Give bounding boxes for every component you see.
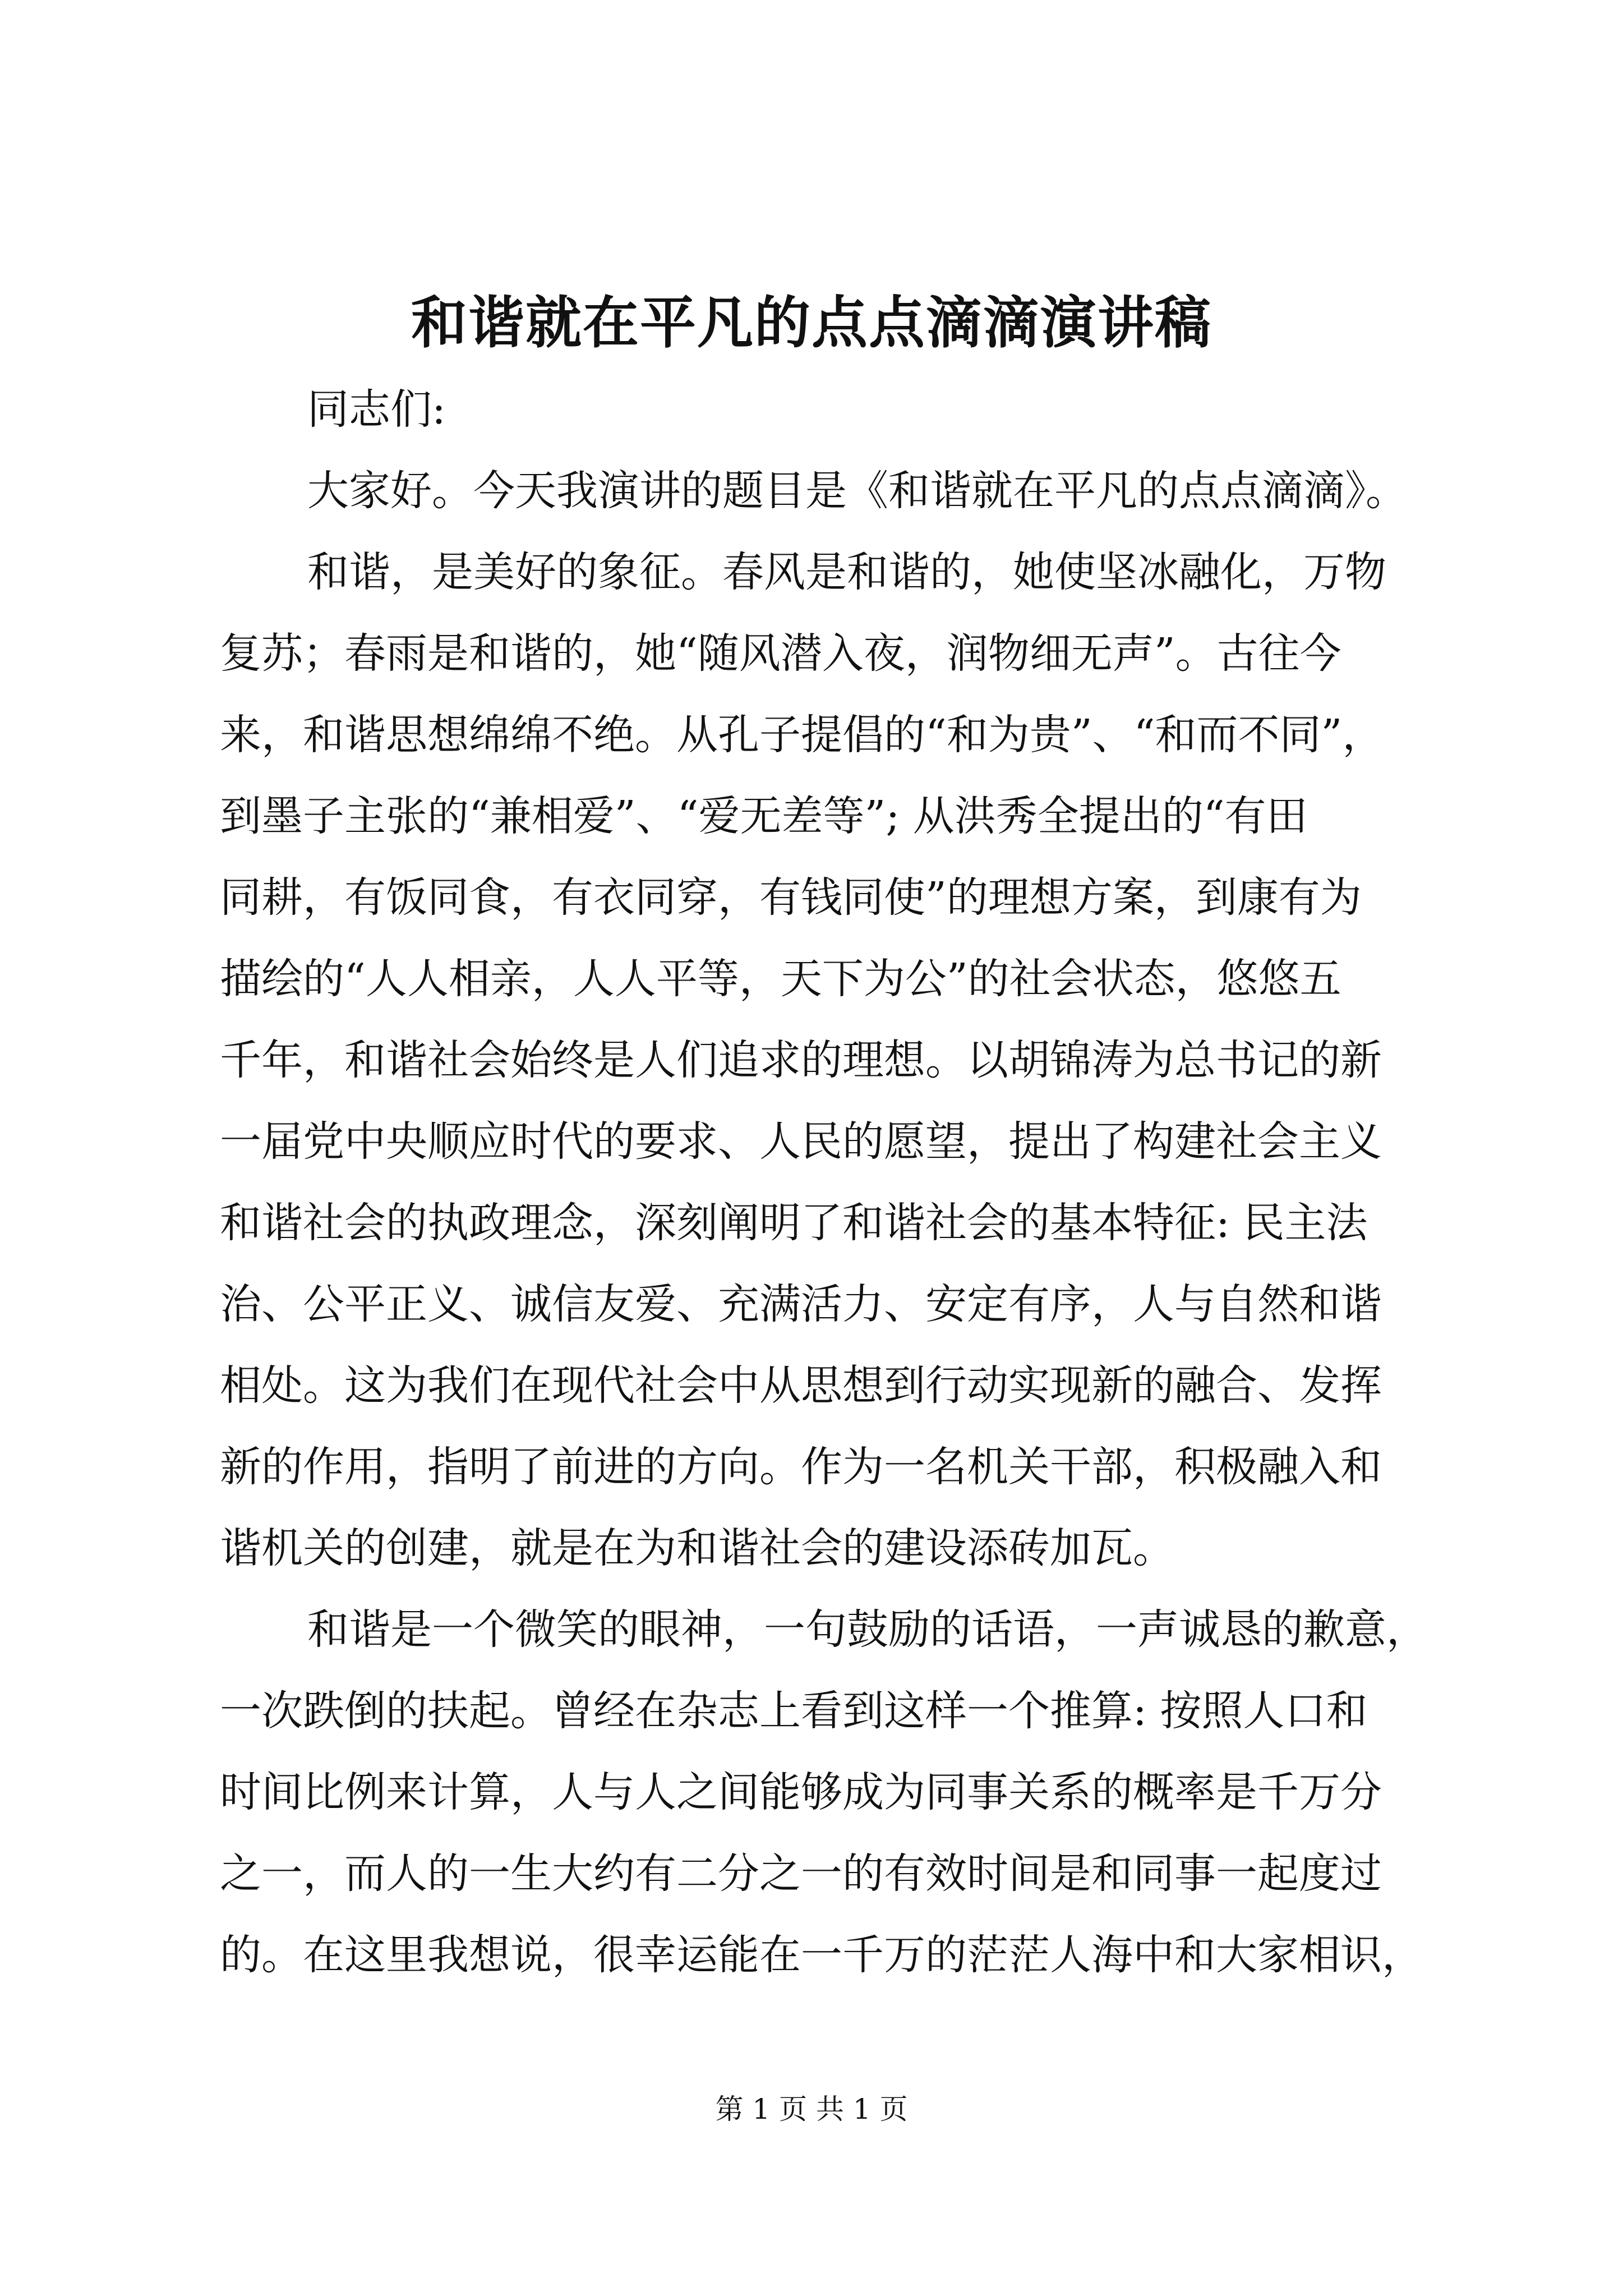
body-line: 来，和谐思想绵绵不绝。从孔子提倡的“和为贵”、“和而不同”， — [220, 711, 1384, 759]
body-line: 的。在这里我想说，很幸运能在一千万的茫茫人海中和大家相识， — [220, 1931, 1423, 1979]
body-line: 谐机关的创建，就是在为和谐社会的建设添砖加瓦。 — [220, 1524, 1174, 1572]
body-line: 新的作用，指明了前进的方向。作为一名机关干部，积极融入和 — [220, 1443, 1382, 1491]
body-line: 同志们: — [307, 385, 446, 434]
body-line: 一届党中央顺应时代的要求、人民的愿望，提出了构建社会主义 — [220, 1117, 1382, 1166]
body-line: 之一，而人的一生大约有二分之一的有效时间是和同事一起度过 — [220, 1849, 1382, 1898]
body-line: 千年，和谐社会始终是人们追求的理想。以胡锦涛为总书记的新 — [220, 1036, 1382, 1084]
body-line: 同耕，有饭同食，有衣同穿，有钱同使”的理想方案，到康有为 — [220, 873, 1362, 922]
body-line: 时间比例来计算，人与人之间能够成为同事关系的概率是千万分 — [220, 1768, 1382, 1816]
body-line: 和谐是一个微笑的眼神，一句鼓励的话语，一声诚恳的歉意， — [307, 1605, 1428, 1654]
body-line: 相处。这为我们在现代社会中从思想到行动实现新的融合、发挥 — [220, 1361, 1382, 1410]
body-line: 描绘的“人人相亲，人人平等，天下为公”的社会状态，悠悠五 — [220, 955, 1341, 1003]
body-line: 到墨子主张的“兼相爱”、“爱无差等”; 从洪秀全提出的“有田 — [220, 792, 1308, 840]
document-body — [220, 369, 1465, 1996]
body-line: 一次跌倒的扶起。曾经在杂志上看到这样一个推算: 按照人口和 — [220, 1687, 1368, 1735]
body-line: 和谐社会的执政理念，深刻阐明了和谐社会的基本特征: 民主法 — [220, 1199, 1368, 1247]
body-line: 和谐，是美好的象征。春风是和谐的，她使坚冰融化，万物 — [307, 548, 1386, 596]
document-title: 和谐就在平凡的点点滴滴演讲稿 — [411, 289, 1212, 356]
page-footer: 第 1 页 共 1 页 — [715, 2093, 908, 2125]
body-line: 治、公平正义、诚信友爱、充满活力、安定有序，人与自然和谐 — [220, 1280, 1382, 1328]
body-line: 复苏；春雨是和谐的，她“随风潜入夜，润物细无声”。古往今 — [220, 629, 1341, 678]
body-line: 大家好。今天我演讲的题目是《和谐就在平凡的点点滴滴》。 — [307, 467, 1407, 515]
